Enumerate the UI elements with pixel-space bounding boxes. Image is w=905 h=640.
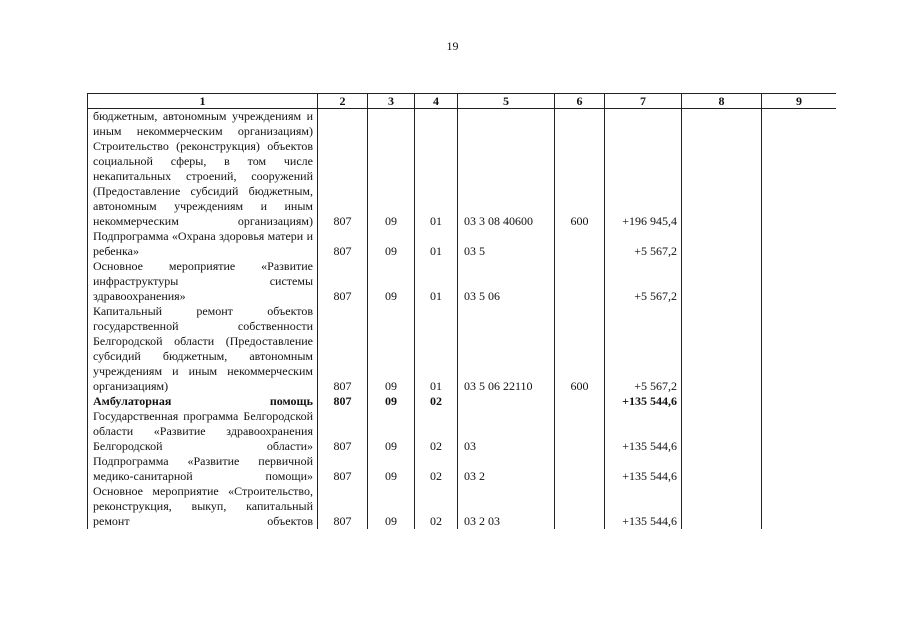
empty-col-8-cell <box>682 454 762 484</box>
section-cell: 09 <box>368 484 415 529</box>
amount-cell: +5 567,2 <box>605 259 682 304</box>
target-article-cell <box>458 109 555 140</box>
description-cell: Подпрограмма «Развитие первичной медико-санитарной помощи» <box>88 454 318 484</box>
empty-col-8-cell <box>682 229 762 259</box>
section-cell: 09 <box>368 139 415 229</box>
header-col-3: 3 <box>368 94 415 109</box>
subsection-cell: 02 <box>415 454 458 484</box>
target-article-cell: 03 2 <box>458 454 555 484</box>
header-col-1: 1 <box>88 94 318 109</box>
amount-cell: +135 544,6 <box>605 454 682 484</box>
budget-table <box>87 93 836 529</box>
table-row <box>88 109 837 140</box>
ministry-code-cell: 807 <box>318 484 368 529</box>
expense-type-cell <box>555 484 605 529</box>
budget-table-wrapper <box>87 93 836 640</box>
header-col-2: 2 <box>318 94 368 109</box>
ministry-code-cell: 807 <box>318 304 368 394</box>
header-row <box>88 94 837 109</box>
header-col-5: 5 <box>458 94 555 109</box>
empty-col-9-cell <box>762 304 837 394</box>
target-article-cell: 03 5 <box>458 229 555 259</box>
description-cell: Государственная программа Белгородской области «Развитие здравоохранения Белгородской области» <box>88 409 318 454</box>
empty-col-8-cell <box>682 139 762 229</box>
empty-col-9-cell <box>762 484 837 529</box>
table-row <box>88 409 837 454</box>
empty-col-9-cell <box>762 454 837 484</box>
empty-col-9-cell <box>762 139 837 229</box>
table-row <box>88 394 837 409</box>
ministry-code-cell: 807 <box>318 454 368 484</box>
empty-col-9-cell <box>762 109 837 140</box>
table-row <box>88 304 837 394</box>
subsection-cell: 01 <box>415 139 458 229</box>
expense-type-cell: 600 <box>555 139 605 229</box>
amount-cell: +5 567,2 <box>605 229 682 259</box>
amount-cell <box>605 109 682 140</box>
empty-col-9-cell <box>762 229 837 259</box>
ministry-code-cell: 807 <box>318 229 368 259</box>
header-col-7: 7 <box>605 94 682 109</box>
empty-col-9-cell <box>762 394 837 409</box>
description-cell: Подпрограмма «Охрана здоровья матери и ребенка» <box>88 229 318 259</box>
table-row <box>88 484 837 529</box>
subsection-cell: 01 <box>415 304 458 394</box>
expense-type-cell <box>555 229 605 259</box>
empty-col-8-cell <box>682 484 762 529</box>
empty-col-8-cell <box>682 259 762 304</box>
amount-cell: +5 567,2 <box>605 304 682 394</box>
expense-type-cell <box>555 109 605 140</box>
description-cell: бюджетным, автономным учреждениям и иным некоммерческим организациям) <box>88 109 318 140</box>
expense-type-cell <box>555 454 605 484</box>
table-row <box>88 229 837 259</box>
table-row <box>88 259 837 304</box>
section-cell: 09 <box>368 454 415 484</box>
section-cell: 09 <box>368 229 415 259</box>
target-article-cell: 03 3 08 40600 <box>458 139 555 229</box>
target-article-cell: 03 5 06 22110 <box>458 304 555 394</box>
header-col-6: 6 <box>555 94 605 109</box>
target-article-cell: 03 5 06 <box>458 259 555 304</box>
empty-col-9-cell <box>762 409 837 454</box>
ministry-code-cell: 807 <box>318 139 368 229</box>
empty-col-8-cell <box>682 394 762 409</box>
section-cell: 09 <box>368 304 415 394</box>
description-cell: Основное мероприятие «Развитие инфраструктуры системы здравоохранения» <box>88 259 318 304</box>
amount-cell: +135 544,6 <box>605 484 682 529</box>
target-article-cell: 03 <box>458 409 555 454</box>
description-cell: Капитальный ремонт объектов государственной собственности Белгородской области (Предоставление субсидий бюджетным, автономным учреждениям и иным некоммерческим организациям) <box>88 304 318 394</box>
section-cell: 09 <box>368 409 415 454</box>
header-col-8: 8 <box>682 94 762 109</box>
subsection-cell: 02 <box>415 484 458 529</box>
subsection-cell: 01 <box>415 259 458 304</box>
description-cell: Строительство (реконструкция) объектов социальной сферы, в том числе некапитальных строений, сооружений (Предоставление субсидий бюджетным, автономным учреждениям и иным некоммерческим организациям) <box>88 139 318 229</box>
expense-type-cell <box>555 394 605 409</box>
empty-col-8-cell <box>682 409 762 454</box>
amount-cell: +135 544,6 <box>605 409 682 454</box>
table-row <box>88 139 837 229</box>
target-article-cell: 03 2 03 <box>458 484 555 529</box>
amount-cell: +135 544,6 <box>605 394 682 409</box>
subsection-cell <box>415 109 458 140</box>
header-col-9: 9 <box>762 94 837 109</box>
subsection-cell: 01 <box>415 229 458 259</box>
page-number: 19 <box>446 39 459 53</box>
ministry-code-cell <box>318 109 368 140</box>
ministry-code-cell: 807 <box>318 394 368 409</box>
section-cell: 09 <box>368 259 415 304</box>
subsection-cell: 02 <box>415 409 458 454</box>
description-cell: Амбулаторная помощь <box>88 394 318 409</box>
expense-type-cell: 600 <box>555 304 605 394</box>
section-cell <box>368 109 415 140</box>
subsection-cell: 02 <box>415 394 458 409</box>
empty-col-8-cell <box>682 109 762 140</box>
empty-col-9-cell <box>762 259 837 304</box>
ministry-code-cell: 807 <box>318 409 368 454</box>
empty-col-8-cell <box>682 304 762 394</box>
ministry-code-cell: 807 <box>318 259 368 304</box>
table-row <box>88 454 837 484</box>
section-cell: 09 <box>368 394 415 409</box>
target-article-cell <box>458 394 555 409</box>
expense-type-cell <box>555 409 605 454</box>
description-cell: Основное мероприятие «Строительство, реконструкция, выкуп, капитальный ремонт объектов <box>88 484 318 529</box>
expense-type-cell <box>555 259 605 304</box>
header-col-4: 4 <box>415 94 458 109</box>
amount-cell: +196 945,4 <box>605 139 682 229</box>
